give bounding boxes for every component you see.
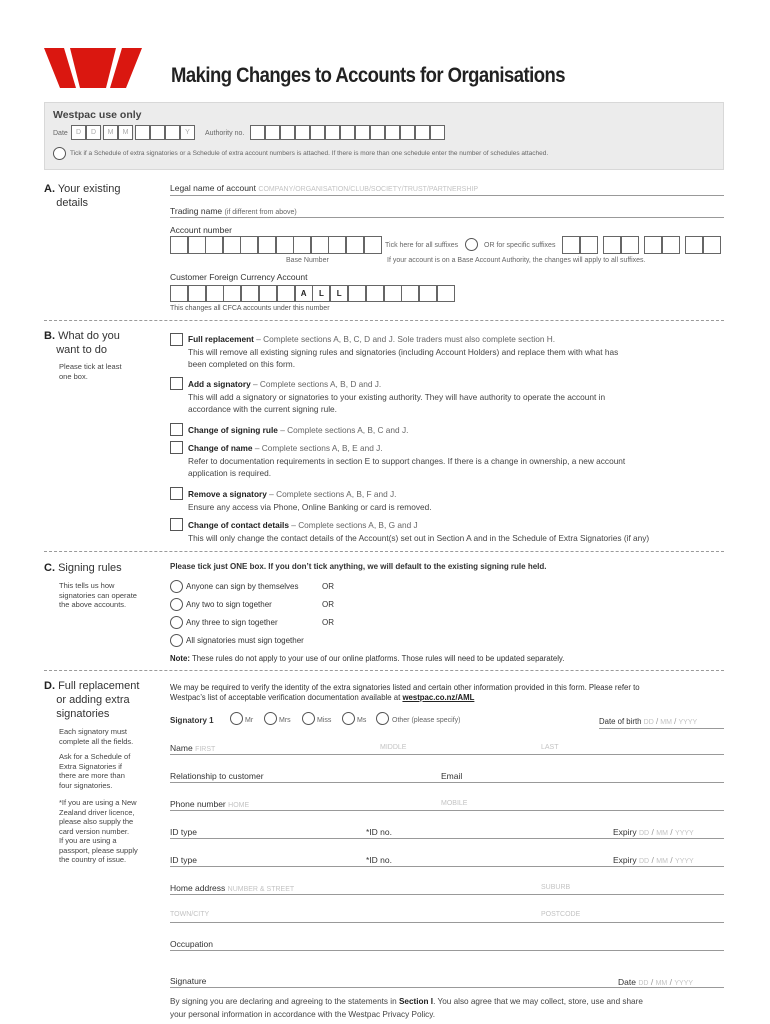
occupation-input[interactable] <box>170 950 724 951</box>
dob-field: Date of birth DD / MM / YYYY <box>599 717 698 726</box>
declaration-text: By signing you are declaring and agreeing to the statements in Section I. You also agree that we may collect, store, use and share your personal information in accordance with the Westpac Privacy Policy. <box>170 997 643 1019</box>
cfca-letter-box: A <box>295 285 313 302</box>
authority-box[interactable] <box>430 125 445 140</box>
change-signing-rule-option: Change of signing rule – Complete sections A, B, C and J. <box>188 425 409 435</box>
section-d-intro: We may be required to verify the identity of the extra signatories listed and certain other information provided in this form. Please refer to Westpac’s list of acceptable verification documentation available at westpac.co.nz/AML <box>170 683 640 702</box>
westpac-use-only-panel <box>44 102 724 170</box>
office-heading: Westpac use only <box>53 109 142 121</box>
office-date-box[interactable] <box>165 125 180 140</box>
remove-signatory-checkbox[interactable] <box>170 487 183 500</box>
rule-any-two-label: Any two to sign together <box>186 600 272 609</box>
title-ms-label: Ms <box>357 717 367 724</box>
cfca-digit-box[interactable] <box>277 285 295 302</box>
town-placeholder: TOWN/CITY <box>170 911 210 918</box>
account-number-digit-box[interactable] <box>328 236 346 254</box>
rule-or: OR <box>322 582 334 591</box>
base-number-label: Base Number <box>286 257 329 264</box>
account-number-digit-box[interactable] <box>276 236 294 254</box>
section-d-title: D. Full replacement or adding extra signatories <box>44 680 140 720</box>
divider <box>44 670 724 671</box>
phone-label: Phone number HOME <box>170 799 250 809</box>
expiry-field: Expiry DD / MM / YYYY <box>613 855 694 865</box>
rule-anyone-radio[interactable] <box>170 580 183 593</box>
title-miss-radio[interactable] <box>302 712 315 725</box>
occupation-label: Occupation <box>170 939 213 949</box>
title-mr-label: Mr <box>245 717 254 724</box>
divider <box>44 320 724 321</box>
relationship-label: Relationship to customer <box>170 771 264 781</box>
tick-all-suffixes-label: Tick here for all suffixes <box>385 242 459 249</box>
signature-label: Signature <box>170 976 207 986</box>
office-date-box[interactable]: D <box>71 125 86 140</box>
trading-name-label: Trading name (if different from above) <box>170 206 297 216</box>
authority-label: Authority no. <box>205 130 245 137</box>
relationship-email-input[interactable] <box>170 782 724 783</box>
cfca-letter-box: L <box>312 285 330 302</box>
last-name-placeholder: LAST <box>541 744 559 751</box>
cfca-label: Customer Foreign Currency Account <box>170 272 308 282</box>
divider <box>44 551 724 552</box>
cfca-digit-box[interactable] <box>206 285 224 302</box>
suffix-digit-box[interactable] <box>685 236 703 254</box>
specific-suffixes-label: OR for specific suffixes <box>484 242 556 249</box>
office-date-label: Date <box>53 130 68 137</box>
office-date-box[interactable] <box>135 125 150 140</box>
id-1-input[interactable] <box>170 838 724 839</box>
cfca-digit-box[interactable] <box>348 285 366 302</box>
authority-box[interactable] <box>355 125 370 140</box>
signature-input[interactable] <box>170 987 724 988</box>
title-other-label: Other (please specify) <box>392 717 461 724</box>
id-type-label: ID type <box>170 855 197 865</box>
section-d-note-schedule: Ask for a Schedule of Extra Signatories if there are more than four signatories. <box>59 752 131 790</box>
schedule-attached-radio[interactable] <box>53 147 66 160</box>
address-input[interactable] <box>170 894 724 895</box>
office-date-box[interactable]: M <box>103 125 118 140</box>
id-2-input[interactable] <box>170 866 724 867</box>
account-number-digit-box[interactable] <box>223 236 241 254</box>
schedule-attached-text: Tick if a Schedule of extra signatories or a Schedule of extra account numbers is attached. If there is more than one schedule enter the number of schedules attached. <box>70 150 549 157</box>
signatory-1-label: Signatory 1 <box>170 716 214 725</box>
title-ms-radio[interactable] <box>342 712 355 725</box>
account-number-digit-box[interactable] <box>205 236 223 254</box>
mobile-placeholder: MOBILE <box>441 800 468 807</box>
office-date-box[interactable]: M <box>118 125 133 140</box>
office-date-box[interactable] <box>150 125 165 140</box>
rule-any-three-label: Any three to sign together <box>186 618 278 627</box>
title-mrs-label: Mrs <box>279 717 291 724</box>
cfca-digit-box[interactable] <box>188 285 206 302</box>
rule-any-three-radio[interactable] <box>170 616 183 629</box>
legal-name-label: Legal name of account COMPANY/ORGANISATION/CLUB/SOCIETY/TRUST/PARTNERSHIP <box>170 183 479 193</box>
rule-or: OR <box>322 600 334 609</box>
account-number-digit-box[interactable] <box>258 236 276 254</box>
cfca-digit-box[interactable] <box>419 285 437 302</box>
authority-box[interactable] <box>385 125 400 140</box>
cfca-digit-box[interactable] <box>170 285 188 302</box>
suffix-digit-box[interactable] <box>703 236 721 254</box>
section-c-title: C. Signing rules <box>44 562 122 574</box>
section-d-note-fields: Each signatory must complete all the fields. <box>59 727 134 746</box>
add-signatory-option: Add a signatory – Complete sections A, B, D and J. This will add a signatory or signatories to your existing authority. They will have authority to operate the account in accordance with the current signing rule. <box>188 379 606 415</box>
account-number-digit-box[interactable] <box>364 236 382 254</box>
cfca-letter-box: L <box>330 285 348 302</box>
authority-box[interactable] <box>280 125 295 140</box>
signing-rule-note: Note: These rules do not apply to your use of our online platforms. Those rules will need to be updated separately. <box>170 654 565 663</box>
cfca-digit-box[interactable] <box>366 285 384 302</box>
cfca-digit-box[interactable] <box>259 285 277 302</box>
middle-name-placeholder: MIDDLE <box>380 744 407 751</box>
authority-box[interactable] <box>310 125 325 140</box>
change-signing-rule-checkbox[interactable] <box>170 423 183 436</box>
change-name-checkbox[interactable] <box>170 441 183 454</box>
authority-box[interactable] <box>250 125 265 140</box>
office-date-box[interactable]: Y <box>180 125 195 140</box>
full-replacement-option: Full replacement – Complete sections A, B, C, D and J. Sole traders must also complete section H. This will remove all existing signing rules and signatories (including Account Holders) and replace them with what has been completed on this form. <box>188 334 619 370</box>
cfca-note: This changes all CFCA accounts under this number <box>170 305 330 312</box>
change-contact-option: Change of contact details – Complete sections A, B, G and J This will only change the contact details of the Account(s) set out in Section A and in the Schedule of Extra Signatories (if any) <box>188 520 650 543</box>
page-title: Making Changes to Accounts for Organisations <box>171 64 565 87</box>
cfca-digit-box[interactable] <box>437 285 455 302</box>
suffix-digit-box[interactable] <box>562 236 580 254</box>
section-a-title: A. Your existing details <box>44 183 121 209</box>
rule-all-label: All signatories must sign together <box>186 636 304 645</box>
suffix-digit-box[interactable] <box>621 236 639 254</box>
title-mrs-radio[interactable] <box>264 712 277 725</box>
section-b-title: B. What do you want to do <box>44 330 120 356</box>
cfca-digit-box[interactable] <box>384 285 402 302</box>
home-address-label: Home address NUMBER & STREET <box>170 883 295 893</box>
id-type-label: ID type <box>170 827 197 837</box>
suffix-digit-box[interactable] <box>662 236 680 254</box>
authority-box[interactable] <box>370 125 385 140</box>
section-c-note: This tells us how signatories can operate the above accounts. <box>59 581 137 609</box>
account-number-label: Account number <box>170 225 232 235</box>
rule-anyone-label: Anyone can sign by themselves <box>186 582 299 591</box>
town-input[interactable] <box>170 922 724 923</box>
account-number-digit-box[interactable] <box>170 236 188 254</box>
authority-box[interactable] <box>400 125 415 140</box>
change-name-option: Change of name – Complete sections A, B, E and J. Refer to documentation requirements in section E to support changes. If there is a change in ownership, a new account application is required. <box>188 443 626 479</box>
cfca-digit-box[interactable] <box>223 285 241 302</box>
phone-input[interactable] <box>170 810 724 811</box>
account-number-digit-box[interactable] <box>188 236 206 254</box>
dob-input[interactable] <box>599 728 724 729</box>
name-input[interactable] <box>170 754 724 755</box>
title-miss-label: Miss <box>317 717 332 724</box>
add-signatory-checkbox[interactable] <box>170 377 183 390</box>
section-d-note-id: *If you are using a New Zealand driver licence, please also supply the card version number. If you are using a passport, please supply the country of issue. <box>59 798 138 864</box>
email-label: Email <box>441 771 463 781</box>
authority-box[interactable] <box>265 125 280 140</box>
all-suffixes-radio[interactable] <box>465 238 478 251</box>
trading-name-input[interactable] <box>170 217 724 218</box>
expiry-field: Expiry DD / MM / YYYY <box>613 827 694 837</box>
signature-date-field: Date DD / MM / YYYY <box>618 977 694 987</box>
id-no-label: *ID no. <box>366 855 392 865</box>
westpac-logo <box>44 48 142 88</box>
suffix-digit-box[interactable] <box>644 236 662 254</box>
cfca-digit-box[interactable] <box>401 285 419 302</box>
signing-rule-instruction: Please tick just ONE box. If you don’t tick anything, we will default to the existing signing rule held. <box>170 562 547 571</box>
legal-name-input[interactable] <box>170 195 724 196</box>
account-number-digit-box[interactable] <box>240 236 258 254</box>
full-replacement-checkbox[interactable] <box>170 333 183 346</box>
remove-signatory-option: Remove a signatory – Complete sections A, B, F and J. Ensure any access via Phone, Online Banking or card is removed. <box>188 489 432 512</box>
postcode-placeholder: POSTCODE <box>541 911 581 918</box>
id-no-label: *ID no. <box>366 827 392 837</box>
suffix-digit-box[interactable] <box>580 236 598 254</box>
rule-or: OR <box>322 618 334 627</box>
base-authority-note: If your account is on a Base Account Authority, the changes will apply to all suffixes. <box>387 257 646 264</box>
authority-box[interactable] <box>295 125 310 140</box>
account-number-digit-box[interactable] <box>346 236 364 254</box>
suffix-digit-box[interactable] <box>603 236 621 254</box>
rule-all-radio[interactable] <box>170 634 183 647</box>
authority-box[interactable] <box>325 125 340 140</box>
account-number-digit-box[interactable] <box>311 236 329 254</box>
account-number-digit-box[interactable] <box>293 236 311 254</box>
title-mr-radio[interactable] <box>230 712 243 725</box>
name-label: Name FIRST <box>170 743 216 753</box>
authority-box[interactable] <box>340 125 355 140</box>
authority-box[interactable] <box>415 125 430 140</box>
cfca-digit-box[interactable] <box>241 285 259 302</box>
title-other-radio[interactable] <box>376 712 389 725</box>
office-date-box[interactable]: D <box>86 125 101 140</box>
section-b-note: Please tick at least one box. <box>59 362 122 381</box>
rule-any-two-radio[interactable] <box>170 598 183 611</box>
change-contact-checkbox[interactable] <box>170 518 183 531</box>
suburb-placeholder: SUBURB <box>541 884 571 891</box>
